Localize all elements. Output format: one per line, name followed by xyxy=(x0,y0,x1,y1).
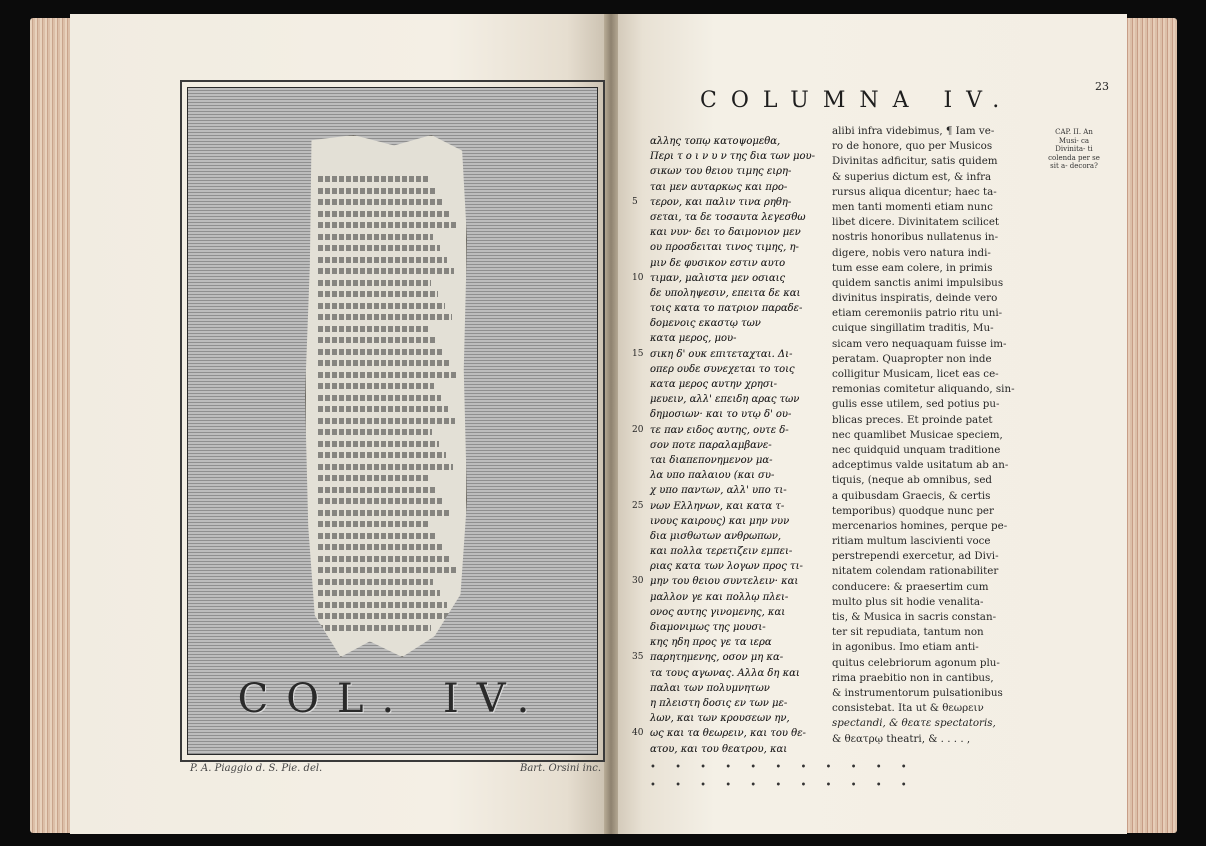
greek-line-text: ται διαπεπονημενον μα- xyxy=(650,454,773,466)
fragment-script-line xyxy=(318,372,457,378)
latin-line: remonias comitetur aliquando, sin- xyxy=(832,383,1015,396)
papyrus-fragment-image xyxy=(305,135,467,657)
greek-line xyxy=(650,468,822,483)
greek-line-text: τοις κατα το πατριον παραδε- xyxy=(650,303,803,315)
latin-line: in agonibus. Imo etiam anti- xyxy=(832,641,979,654)
greek-line-text: νων Ελληνων, και κατα τ- xyxy=(650,500,785,512)
line-number: 30 xyxy=(632,576,644,587)
greek-line-text: διαμονιμως της μουσι- xyxy=(650,622,766,633)
greek-line-text: μιν δε φυσικον εστιν αυτο xyxy=(650,257,786,269)
greek-line xyxy=(650,681,822,696)
greek-line xyxy=(632,347,822,362)
greek-line xyxy=(650,301,822,316)
fragment-script-line xyxy=(318,234,433,240)
latin-line: conducere: & praesertim cum xyxy=(832,580,989,593)
line-number: 10 xyxy=(632,272,644,283)
greek-line xyxy=(650,134,822,149)
greek-line-text: μην του θειου συντελειν· και xyxy=(650,576,799,588)
greek-line xyxy=(650,225,822,240)
greek-line xyxy=(632,574,822,589)
greek-line xyxy=(632,271,822,286)
greek-line xyxy=(650,605,822,620)
latin-line: rima praebitio non in cantibus, xyxy=(832,671,994,684)
latin-text-column xyxy=(832,124,1040,747)
greek-line xyxy=(650,392,822,407)
latin-line: temporibus) quodque nunc per xyxy=(832,504,994,517)
line-number: 25 xyxy=(632,500,644,511)
greek-text-column xyxy=(632,134,822,757)
latin-line: & θεατρῳ theatri, & . . . . , xyxy=(832,732,971,745)
fragment-script-line xyxy=(318,590,440,596)
fragment-script-line xyxy=(318,383,434,389)
greek-line xyxy=(650,286,822,301)
latin-line: mercenarios homines, perque pe- xyxy=(832,519,1008,532)
greek-line xyxy=(650,256,822,271)
fragment-script-line xyxy=(318,625,431,631)
fragment-script-line xyxy=(318,349,443,355)
fragment-script-line xyxy=(318,222,456,228)
greek-line-text: ται μεν αυταρκως και προ- xyxy=(650,181,788,193)
fragment-script-line xyxy=(318,567,456,573)
greek-line-text: ου προσδειται τινος τιμης, η- xyxy=(650,242,799,254)
fragment-script-line xyxy=(318,613,454,619)
latin-line: peratam. Quapropter non inde xyxy=(832,352,992,365)
latin-line: libet dicere. Divinitatem scilicet xyxy=(832,216,1000,229)
greek-line xyxy=(632,423,822,438)
greek-line xyxy=(650,529,822,544)
fragment-script-line xyxy=(318,510,451,516)
greek-line-text: σικων του θειου τιμης ειρη- xyxy=(650,166,792,178)
greek-line-text: οπερ ουδε συνεχεται το τοις xyxy=(650,363,795,375)
fragment-script-line xyxy=(318,268,454,274)
greek-line xyxy=(650,559,822,574)
fragment-script-line xyxy=(318,395,441,401)
latin-line: & instrumentorum pulsationibus xyxy=(832,686,1003,699)
latin-line: nitatem colendam rationabiliter xyxy=(832,565,999,578)
greek-line-text: και πολλα τερετιζειν εμπει- xyxy=(650,546,793,558)
greek-line xyxy=(650,742,822,757)
greek-line xyxy=(650,316,822,331)
latin-line: & superius dictum est, & infra xyxy=(832,170,992,183)
latin-line: alibi infra videbimus, ¶ Iam ve- xyxy=(832,125,995,137)
latin-line: perstrependi exercetur, ad Divi- xyxy=(832,550,999,563)
page-edges-left xyxy=(30,18,72,833)
line-number: 40 xyxy=(632,728,644,739)
greek-line xyxy=(650,483,822,498)
latin-line: tis, & Musica in sacris constan- xyxy=(832,611,997,623)
fragment-script-line xyxy=(318,406,448,412)
greek-line xyxy=(650,438,822,453)
greek-line xyxy=(632,726,822,741)
greek-line-text: κατα μερος, μου- xyxy=(650,333,737,345)
latin-line: tum esse eam colere, in primis xyxy=(832,261,993,274)
greek-line-text: ως και τα θεωρειν, και του θε- xyxy=(650,728,806,740)
fragment-script-line xyxy=(318,441,439,447)
latin-line: quitus celebriorum agonum plu- xyxy=(832,656,1000,669)
greek-line-text: δε υποληψεσιν, επειτα δε και xyxy=(650,287,801,299)
greek-line xyxy=(650,164,822,179)
book-gutter xyxy=(604,14,618,834)
greek-line-text: η πλειστη δοσις εν των με- xyxy=(650,697,788,709)
fragment-script-line xyxy=(318,602,447,608)
latin-line: nec quamlibet Musicae speciem, xyxy=(832,428,1003,441)
line-number: 5 xyxy=(632,196,638,207)
latin-line: nostris honoribus nullatenus in- xyxy=(832,231,999,244)
greek-line xyxy=(650,666,822,681)
fragment-script-line xyxy=(318,487,437,493)
latin-line: sicam vero nequaquam fuisse im- xyxy=(832,337,1007,350)
greek-line-text: μευειν, αλλ' επειδη αρας των xyxy=(650,394,800,406)
greek-line-text: Περι τ ο ι ν υ ν της δια των μου- xyxy=(650,151,815,163)
latin-line: blicas preces. Et proinde patet xyxy=(832,413,993,426)
fragment-script-line xyxy=(318,544,442,550)
latin-line: nec quidquid unquam traditione xyxy=(832,443,1001,456)
fragment-script-line xyxy=(318,360,450,366)
greek-line-text: τα τους αγωνας. Αλλα δη και xyxy=(650,667,800,679)
greek-line-text: κατα μερος αυτην χρησι- xyxy=(650,379,777,390)
latin-line: quidem sanctis animi impulsibus xyxy=(832,276,1004,289)
greek-line xyxy=(650,240,822,255)
page-heading: COLUMNA IV. xyxy=(700,88,1014,113)
latin-line: consistebat. Ita ut & θεωρειν xyxy=(832,702,984,715)
latin-line: colligitur Musicam, licet eas ce- xyxy=(832,368,999,380)
greek-line-text: τιμαν, μαλιστα μεν οσιαις xyxy=(650,272,786,284)
greek-line xyxy=(650,407,822,422)
fragment-script-line xyxy=(318,245,440,251)
greek-line xyxy=(650,362,822,377)
latin-line: ritiam multum lascivienti voce xyxy=(832,535,991,548)
latin-line: spectandi, & θεατε spectatoris, xyxy=(832,717,996,730)
greek-line xyxy=(650,711,822,726)
plate-label: COL. IV. xyxy=(237,676,548,722)
fragment-script-line xyxy=(318,521,428,527)
fragment-script-line xyxy=(318,291,438,297)
greek-line-text: χ υπο παντων, αλλ' υπο τι- xyxy=(650,485,787,497)
latin-line: tiquis, (neque ab omnibus, sed xyxy=(832,474,993,487)
greek-line-text: παλαι των πολυμνητων xyxy=(650,682,770,694)
fragment-script-line xyxy=(318,498,444,504)
page-number: 23 xyxy=(1095,80,1109,93)
greek-line-text: και νυν· δει το δαιμονιον μεν xyxy=(650,227,801,239)
fragment-script-line xyxy=(318,280,431,286)
latin-line: men tanti momenti etiam nunc xyxy=(832,200,993,213)
greek-line-text: σεται, τα δε τοσαυτα λεγεσθω xyxy=(650,211,806,223)
greek-line xyxy=(650,210,822,225)
greek-line-text: λων, και των κρουσεων ην, xyxy=(650,713,790,725)
greek-line xyxy=(650,620,822,635)
fragment-script-line xyxy=(318,533,435,539)
greek-line-text: σον ποτε παραλαμβανε- xyxy=(650,439,772,451)
greek-line xyxy=(650,180,822,195)
greek-line-text: ινους καιρους) και μην νυν xyxy=(650,515,790,527)
fragment-script-line xyxy=(318,326,429,332)
greek-line xyxy=(650,696,822,711)
latin-line: cuique singillatim traditis, Mu- xyxy=(832,322,994,335)
greek-line xyxy=(650,514,822,529)
fragment-script-line xyxy=(318,188,435,194)
latin-line: multo plus sit hodie venalita- xyxy=(832,595,984,608)
greek-line xyxy=(650,453,822,468)
greek-line-text: τερον, και παλιν τινα ρηθη- xyxy=(650,196,792,208)
latin-line: adceptimus valde usitatum ab an- xyxy=(832,459,1009,472)
fragment-script-line xyxy=(318,429,432,435)
fragment-script-line xyxy=(318,199,442,205)
greek-line xyxy=(650,590,822,605)
greek-line-text: ατου, και του θεατρου, και xyxy=(650,743,788,755)
greek-line-text: σικη δ' ουκ επιτεταχται. Δι- xyxy=(650,348,793,360)
latin-line: etiam ceremoniis patrio ritu uni- xyxy=(832,307,1003,320)
fragment-script-line xyxy=(318,211,449,217)
greek-line-text: αλλης τοπῳ κατοψομεθα, xyxy=(650,136,781,147)
fragment-script-line xyxy=(318,257,447,263)
fragment-script-line xyxy=(318,418,455,424)
greek-line-text: δομενοις εκαστῳ των xyxy=(650,318,761,330)
greek-line xyxy=(650,149,822,164)
greek-line-text: δημοσιων· και το υτῳ δ' ου- xyxy=(650,409,792,421)
greek-line-text: κης ηδη προς γε τα ιερα xyxy=(650,637,772,649)
greek-line xyxy=(650,544,822,559)
fragment-script-line xyxy=(318,314,452,320)
latin-line: digere, nobis vero natura indi- xyxy=(832,246,991,259)
latin-line: a quibusdam Graecis, & certis xyxy=(832,489,991,502)
latin-line: ro de honore, quo per Musicos xyxy=(832,140,993,153)
line-number: 15 xyxy=(632,348,644,359)
line-number: 35 xyxy=(632,652,644,663)
latin-line: Divinitas adficitur, satis quidem xyxy=(832,155,998,168)
greek-line-text: τε παν ειδος αυτης, ουτε δ- xyxy=(650,424,789,436)
greek-line-text: ονος αυτης γινομενης, και xyxy=(650,606,786,618)
line-number: 20 xyxy=(632,424,644,435)
fragment-script-line xyxy=(318,475,430,481)
lacuna-dots-row: • • • • • • • • • • • xyxy=(650,780,915,791)
latin-line: divinitus inspiratis, deinde vero xyxy=(832,292,998,305)
latin-line: rursus aliqua dicentur; haec ta- xyxy=(832,185,997,198)
greek-line xyxy=(632,195,822,210)
latin-line: ter sit repudiata, tantum non xyxy=(832,626,984,639)
margin-note: CAP. II. An Musi- ca Divinita- ti colenda per se sit a- decora? xyxy=(1048,128,1100,170)
fragment-script-line xyxy=(318,303,445,309)
plate-credit-engraver: Bart. Orsini inc. xyxy=(520,763,602,774)
greek-line-text: μαλλον γε και πολλῳ πλει- xyxy=(650,591,789,603)
greek-line xyxy=(650,377,822,392)
greek-line xyxy=(632,499,822,514)
fragment-script-line xyxy=(318,337,436,343)
greek-line-text: λα υπο παλαιου (και συ- xyxy=(650,470,775,482)
greek-line xyxy=(650,331,822,346)
latin-line: gulis esse utilem, sed potius pu- xyxy=(832,398,1000,411)
fragment-script-line xyxy=(318,452,446,458)
page-edges-right xyxy=(1125,18,1177,833)
greek-line xyxy=(632,650,822,665)
fragment-script-line xyxy=(318,579,433,585)
greek-line-text: παρητημενης, οσον μη κα- xyxy=(650,652,784,664)
greek-line-text: δια μισθωτων ανθρωπων, xyxy=(650,530,782,542)
plate-credit-draughtsman: P. A. Piaggio d. S. Pie. del. xyxy=(190,763,323,774)
greek-line xyxy=(650,635,822,650)
fragment-script-line xyxy=(318,176,428,182)
fragment-script-line xyxy=(318,556,449,562)
lacuna-dots-row: • • • • • • • • • • • xyxy=(650,762,915,773)
fragment-script-line xyxy=(318,464,453,470)
greek-line-text: ριας κατα των λογων προς τι- xyxy=(650,561,803,573)
